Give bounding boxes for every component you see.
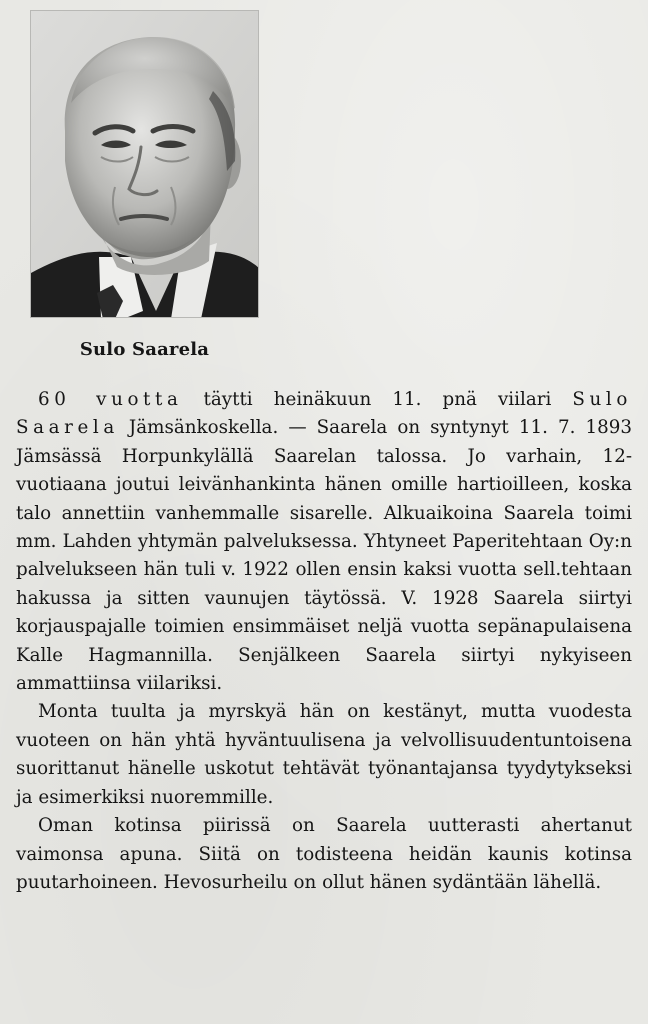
paragraph-text: Jämsänkoskella. — Saarela on syntynyt 11. 7. 1893 Jämsässä Horpunkylällä Saarelan talossa. Jo varhain, 12-vuotiaana joutui leivänhankinta hänen omille hartioilleen, koska talo annettiin vanhemmalle sisarelle. Alkuaikoina Saarela toimi mm. Lahden yhtymän palveluksessa. Yhtyneet Paperitehtaan Oy:n palvelukseen hän tuli v. 1922 ollen ensin kaksi vuotta sell.tehtaan hakussa ja sitten vaunujen täytössä. V. 1928 Saarela siirtyi korjauspajalle toimien ensimmäiset neljä vuotta sepänapulaisena Kalle Hagmannilla. Senjälkeen Saarela siirtyi nykyiseen ammattiinsa viilariksi. — [16, 417, 632, 695]
photo-caption: Sulo Saarela — [79, 339, 210, 360]
article-paragraph — [16, 386, 632, 698]
article-paragraph: Oman kotinsa piirissä on Saarela uutterasti ahertanut vaimonsa apuna. Siitä on todisteena heidän kaunis kotinsa puutarhoineen. Hevosurheilu on ollut hänen sydäntään lähellä. — [16, 815, 632, 893]
article-paragraph: Monta tuulta ja myrskyä hän on kestänyt, mutta vuodesta vuoteen on hän yhtä hyväntuulisena ja velvollisuudentuntoisena suorittanut hänelle uskotut tehtävät työnantajansa tyydytykseksi ja esimerkiksi nuoremmille. — [16, 701, 632, 808]
article-body — [16, 386, 632, 897]
lead-text: 60 vuotta — [38, 389, 183, 410]
portrait-photo — [30, 10, 259, 318]
paragraph-text: täytti heinäkuun 11. pnä viilari — [182, 389, 573, 410]
person-name: Sulo Saarela — [16, 389, 632, 439]
